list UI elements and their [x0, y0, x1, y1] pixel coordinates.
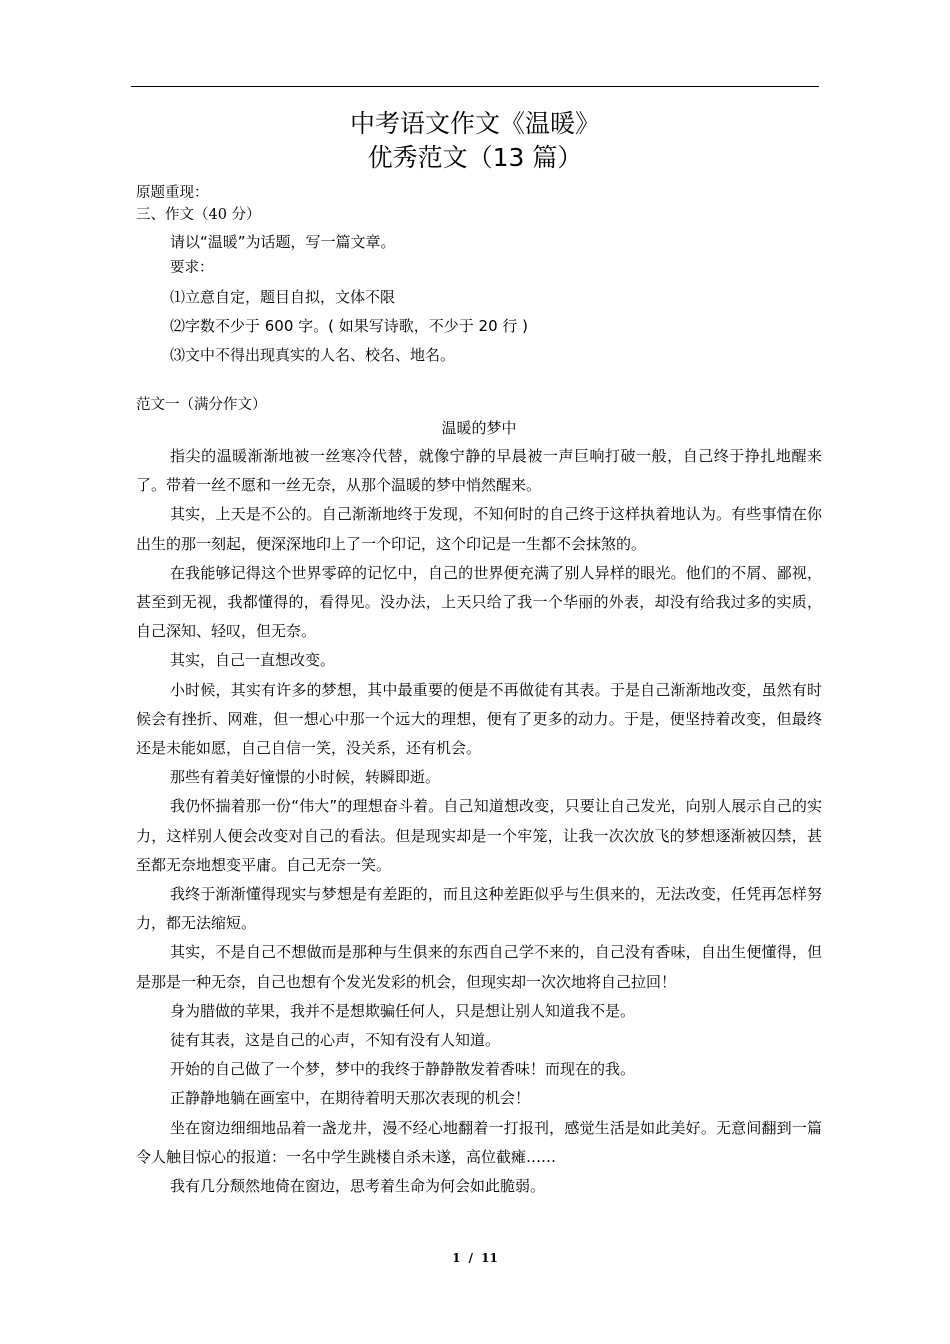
requirements-label: 要求：	[170, 260, 214, 276]
requirement-item: ⑶文中不得出现真实的人名、校名、地名。	[170, 346, 456, 364]
document-subtitle: 优秀范文（13 篇）	[367, 143, 583, 172]
essay-paragraph: 正静静地躺在画室中，在期待着明天那次表现的机会！	[170, 1089, 531, 1108]
essay-paragraph: 其实，不是自己不想做而是那种与生俱来的东西自己学不来的，自己没有香味，自出生便懂得，但是那是一种无奈，自己也想有个发光发彩的机会，但现实却一次次地将自己拉回！	[136, 943, 822, 991]
prompt-section: 三、作文（40 分）	[136, 207, 261, 223]
essay-label: 范文一（满分作文）	[136, 397, 267, 413]
document-title: 中考语文作文《温暖》	[349, 109, 600, 138]
essay-paragraph: 我终于渐渐懂得现实与梦想是有差距的，而且这种差距似乎与生俱来的，无法改变，任凭再怎样努力，都无法缩短。	[136, 885, 822, 933]
essay-title: 温暖的梦中	[441, 419, 517, 437]
requirement-item: ⑴立意自定，题目自拟，文体不限	[170, 288, 396, 306]
essay-paragraph: 那些有着美好憧憬的小时候，转瞬即逝。	[170, 768, 441, 787]
essay-paragraph: 徒有其表，这是自己的心声，不知有没有人知道。	[170, 1031, 501, 1050]
essay-paragraph: 其实，上天是不公的。自己渐渐地终于发现，不知何时的自己终于这样执着地认为。有些事情在你出生的那一刻起，便深深地印上了一个印记，这个印记是一生都不会抹煞的。	[136, 505, 822, 553]
prompt-heading: 原题重现：	[136, 185, 209, 201]
page-number: 1 / 11	[452, 1251, 498, 1265]
essay-paragraph: 其实，自己一直想改变。	[170, 651, 336, 670]
essay-paragraph: 坐在窗边细细地品着一盏龙井，漫不经心地翻着一打报刊，感觉生活是如此美好。无意间翻到一篇令人触目惊心的报道：一名中学生跳楼自杀未遂，高位截瘫……	[136, 1118, 822, 1166]
essay-paragraph: 在我能够记得这个世界零碎的记忆中，自己的世界便充满了别人异样的眼光。他们的不屑、鄙视，甚至到无视，我都懂得的，看得见。没办法，上天只给了我一个华丽的外表，却没有给我过多的实质，自己深知、轻叹，但无奈。	[136, 563, 822, 641]
header-rule	[131, 86, 819, 87]
essay-paragraph: 小时候，其实有许多的梦想，其中最重要的便是不再做徒有其表。于是自己渐渐地改变，虽然有时候会有挫折、网难，但一想心中那一个远大的理想，便有了更多的动力。于是，便坚持着改变，但最终还是未能如愿，自己自信一笑，没关系，还有机会。	[136, 680, 822, 758]
essay-paragraph: 我有几分颓然地倚在窗边，思考着生命为何会如此脆弱。	[170, 1177, 546, 1196]
essay-paragraph: 身为腊做的苹果，我并不是想欺骗任何人，只是想让别人知道我不是。	[170, 1001, 636, 1020]
essay-paragraph: 指尖的温暖渐渐地被一丝寒冷代替，就像宁静的早晨被一声巨响打破一般，自己终于挣扎地醒来了。带着一丝不愿和一丝无奈，从那个温暖的梦中悄然醒来。	[136, 447, 822, 495]
requirement-item: ⑵字数不少于 600 字。( 如果写诗歌，不少于 20 行 )	[170, 317, 529, 335]
document-body	[136, 182, 822, 1201]
essay-paragraph: 开始的自己做了一个梦，梦中的我终于静静散发着香味！而现在的我。	[170, 1060, 636, 1079]
essay-paragraph: 我仍怀揣着那一份“伟大”的理想奋斗着。自己知道想改变，只要让自己发光，向别人展示自己的实力，这样别人便会改变对自己的看法。但是现实却是一个牢笼，让我一次次放飞的梦想逐渐被囚禁，甚至都无奈地想变平庸。自己无奈一笑。	[136, 797, 822, 874]
prompt-instruction: 请以“温暖”为话题，写一篇文章。	[170, 233, 396, 251]
